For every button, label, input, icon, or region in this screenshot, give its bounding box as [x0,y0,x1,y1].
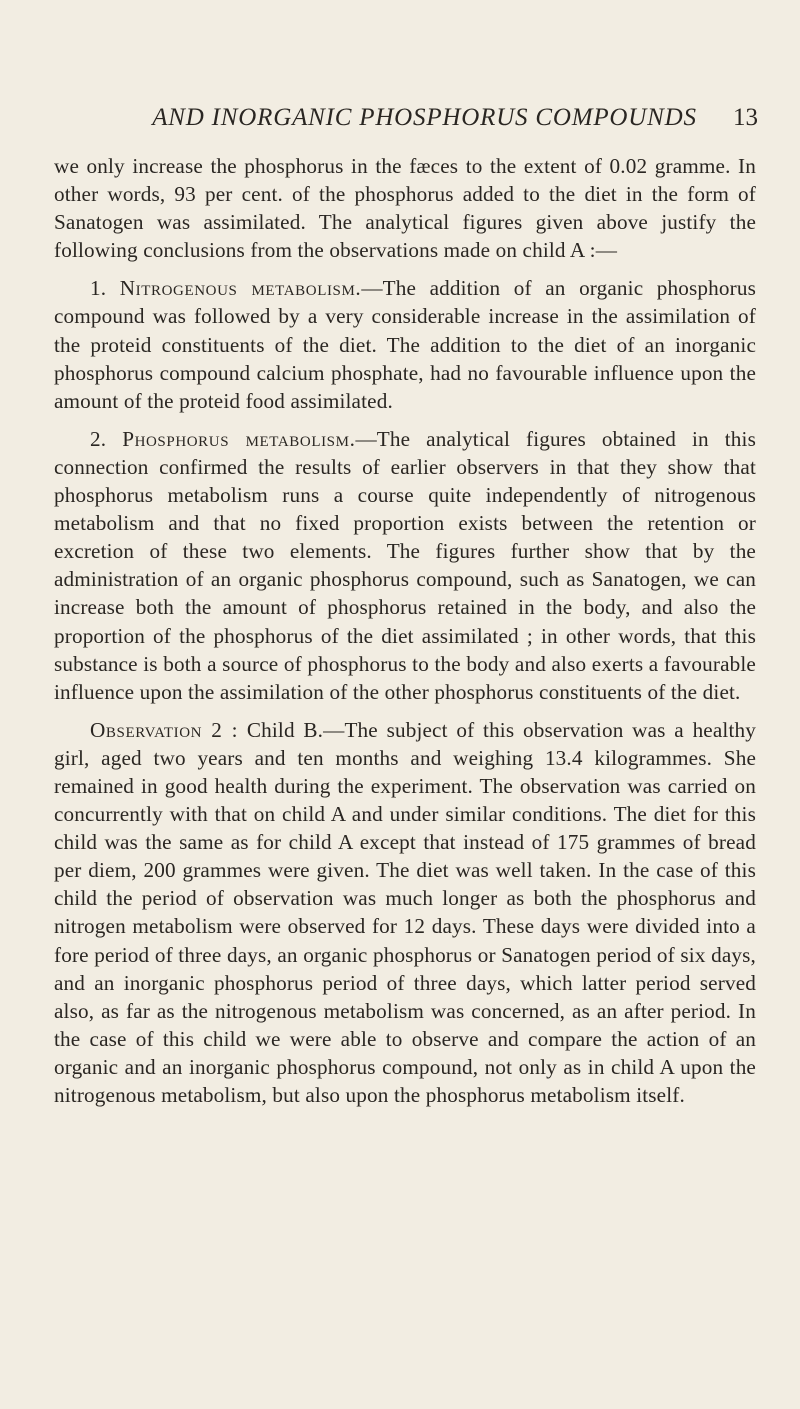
section-heading: Phosphorus metabolism. [122,426,356,451]
running-title: AND INORGANIC PHOSPHORUS COMPOUNDS [152,104,697,131]
paragraph-observation-2 [54,716,756,1109]
paragraph-number: 1. [90,276,107,301]
paragraph-text: —The addition of an organic phosphorus compound was followed by a very considerable increase in the assimilation of the proteid constituents of the diet. The addition to the diet of an inorganic phosphorus compound calcium phosphate, had no favourable influence upon the amount of the proteid food assimilated. [54,276,757,413]
paragraph-intro [54,152,756,264]
paragraph-text: Child B.—The subject of this observation was a healthy girl, aged two years and ten months and weighing 13.4 kilogrammes. She remained in good health during the experiment. The observation was carried on concurrently with that on child A and under similar conditions. The diet for this child was the same as for child A except that instead of 175 grammes of bread per diem, 200 grammes were given. The diet was well taken. In the case of this child the period of observation was much longer as both the phosphorus and nitrogen metabolism were observed for 12 days. These days were divided into a fore period of three days, an organic phosphorus or Sanatogen period of six days, and an inorganic phosphorus period of three days, which latter period served also, as far as the nitrogenous metabolism was concerned, as an after period. In the case of this child we were able to observe and compare the action of an organic and an inorganic phosphorus compound, not only as in child A upon the nitrogenous metabolism, but also upon the phosphorus metabolism itself. [54,717,756,1107]
running-head [96,104,758,144]
body-text [54,152,756,1119]
section-heading: Nitrogenous metabolism. [119,276,362,301]
paragraph-phosphorus [54,425,756,706]
paragraph-text: —The analytical figures obtained in this connection confirmed the results of earlier observers in that they show that phosphorus metabolism runs a course quite independently of nitrogenous metabolism and that no fixed proportion exists between the retention or excretion of these two elements. The figures further show that by the administration of an organic phosphorus compound, such as Sanatogen, we can increase both the amount of phosphorus retained in the body, and also the proportion of the phosphorus of the diet assimilated ; in other words, that this substance is both a source of phosphorus to the body and also exerts a favourable influence upon the assimilation of the other phosphorus constituents of the diet. [54,426,756,704]
paragraph-number: 2. [90,426,107,451]
paragraph-nitrogenous [54,274,756,414]
paragraph-text: we only increase the phosphorus in the fæces to the extent of 0.02 gramme. In other words, 93 per cent. of the phosphorus added to the diet in the form of Sanatogen was assimilated. The analytical figures given above justify the following conclusions from the observations made on child A :— [54,154,756,263]
page-number: 13 [733,104,758,131]
section-heading: Observation 2 : [90,717,239,742]
